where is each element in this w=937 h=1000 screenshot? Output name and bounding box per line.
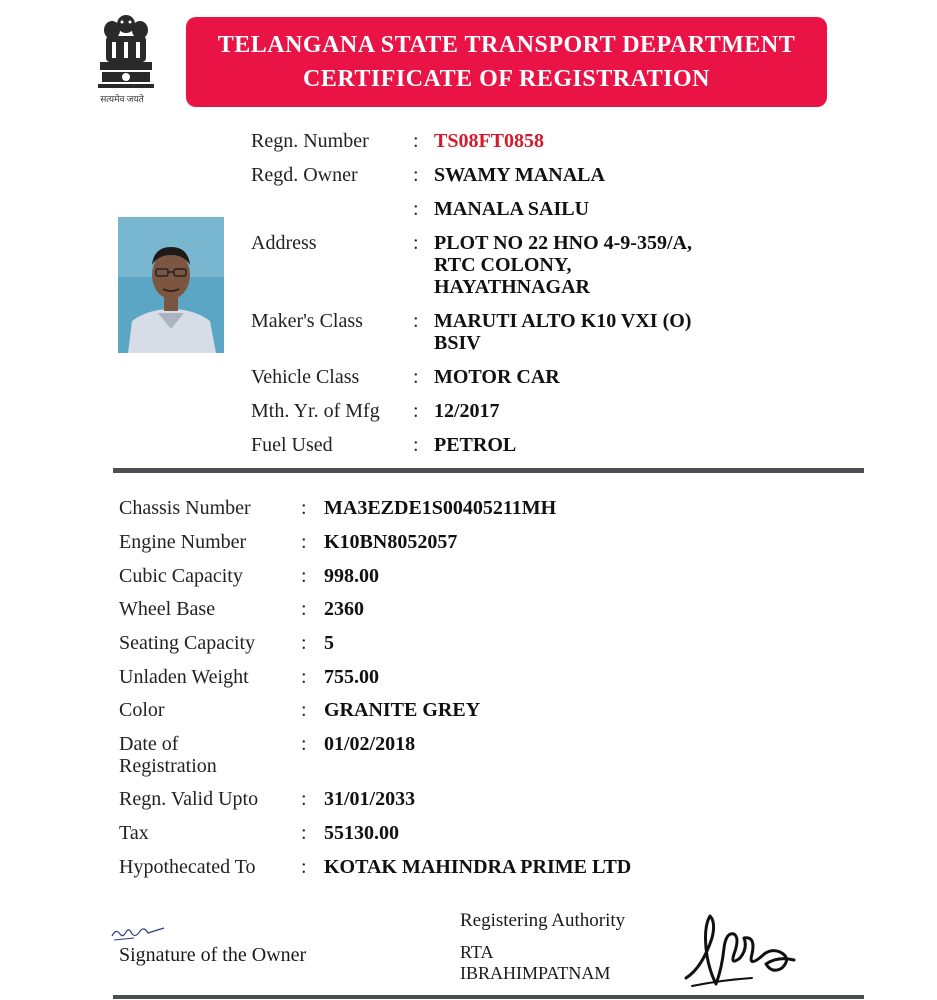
color-value: GRANITE GREY: [324, 699, 481, 721]
fuel-row: [251, 434, 891, 468]
colon: :: [301, 666, 307, 688]
relation-value: MANALA SAILU: [434, 198, 590, 220]
engine-value: K10BN8052057: [324, 531, 458, 553]
chassis-row: [119, 497, 899, 531]
cubic-value: 998.00: [324, 565, 379, 587]
dor-label-line-1: Date of: [119, 733, 179, 755]
dor-row: [119, 733, 899, 788]
colon: :: [413, 198, 419, 220]
relation-row: [251, 198, 891, 232]
engine-row: [119, 531, 899, 565]
colon: :: [413, 434, 419, 456]
address-line-2: RTC COLONY,: [434, 254, 572, 276]
colon: :: [301, 632, 307, 654]
authority-line-2: IBRAHIMPATNAM: [460, 963, 611, 983]
vehicle-class-value: MOTOR CAR: [434, 366, 560, 388]
hypo-label: Hypothecated To: [119, 856, 256, 878]
chassis-value: MA3EZDE1S00405211MH: [324, 497, 557, 519]
regd-owner-label: Regd. Owner: [251, 164, 358, 186]
header-banner: [186, 17, 827, 107]
tax-row: [119, 822, 899, 856]
owner-signature-icon: [110, 922, 166, 944]
fuel-label: Fuel Used: [251, 434, 333, 456]
regd-owner-value: SWAMY MANALA: [434, 164, 605, 186]
colon: :: [301, 788, 307, 810]
engine-label: Engine Number: [119, 531, 247, 553]
emblem-motto: सत्यमेव जयते: [100, 94, 144, 104]
colon: :: [413, 232, 419, 254]
address-line-3: HAYATHNAGAR: [434, 276, 590, 298]
regn-number-row: [251, 130, 891, 164]
colon: :: [413, 130, 419, 152]
makers-class-row: [251, 310, 891, 366]
owner-signature-label: Signature of the Owner: [119, 944, 307, 966]
cubic-label: Cubic Capacity: [119, 565, 243, 587]
colon: :: [301, 565, 307, 587]
colon: :: [413, 310, 419, 332]
bottom-rule: [113, 995, 864, 999]
regn-number-value: TS08FT0858: [434, 130, 545, 152]
colon: :: [301, 822, 307, 844]
mfg-label: Mth. Yr. of Mfg: [251, 400, 380, 422]
makers-class-line-1: MARUTI ALTO K10 VXI (O): [434, 310, 692, 332]
address-row: [251, 232, 891, 310]
regd-owner-row: [251, 164, 891, 198]
wheel-row: [119, 598, 899, 632]
colon: :: [413, 366, 419, 388]
colon: :: [301, 598, 307, 620]
valid-label: Regn. Valid Upto: [119, 788, 259, 810]
unladen-label: Unladen Weight: [119, 666, 249, 688]
authority-title: Registering Authority: [460, 910, 626, 931]
tax-value: 55130.00: [324, 822, 399, 844]
vehicle-class-label: Vehicle Class: [251, 366, 360, 388]
colon: :: [301, 856, 307, 878]
vehicle-class-row: [251, 366, 891, 400]
fuel-value: PETROL: [434, 434, 517, 456]
seating-row: [119, 632, 899, 666]
colon: :: [301, 531, 307, 553]
colon: :: [413, 400, 419, 422]
wheel-value: 2360: [324, 598, 364, 620]
colon: :: [301, 497, 307, 519]
color-label: Color: [119, 699, 165, 721]
hypo-row: [119, 856, 899, 890]
mfg-row: [251, 400, 891, 434]
valid-row: [119, 788, 899, 822]
color-row: [119, 699, 899, 733]
unladen-value: 755.00: [324, 666, 379, 688]
colon: :: [413, 164, 419, 186]
colon: :: [301, 699, 307, 721]
seating-value: 5: [324, 632, 334, 654]
section-divider: [113, 468, 864, 473]
header-title: TELANGANA STATE TRANSPORT DEPARTMENT: [217, 32, 796, 58]
chassis-label: Chassis Number: [119, 497, 251, 519]
seating-label: Seating Capacity: [119, 632, 256, 654]
regn-number-label: Regn. Number: [251, 130, 369, 152]
makers-class-label: Maker's Class: [251, 310, 363, 332]
tax-label: Tax: [119, 822, 149, 844]
wheel-label: Wheel Base: [119, 598, 216, 620]
dor-label: [119, 733, 289, 777]
cubic-row: [119, 565, 899, 598]
header-subtitle: CERTIFICATE OF REGISTRATION: [303, 66, 710, 92]
authority-signature-icon: [682, 908, 802, 994]
colon: :: [301, 733, 307, 755]
dor-value: 01/02/2018: [324, 733, 416, 755]
unladen-row: [119, 666, 899, 699]
address-line-1: PLOT NO 22 HNO 4-9-359/A,: [434, 232, 692, 254]
authority-line-1: RTA: [460, 942, 494, 962]
mfg-value: 12/2017: [434, 400, 500, 422]
address-label: Address: [251, 232, 317, 254]
makers-class-line-2: BSIV: [434, 332, 481, 354]
hypo-value: KOTAK MAHINDRA PRIME LTD: [324, 856, 632, 878]
valid-value: 31/01/2033: [324, 788, 416, 810]
dor-label-line-2: Registration: [119, 755, 217, 777]
owner-photo: [118, 217, 224, 353]
